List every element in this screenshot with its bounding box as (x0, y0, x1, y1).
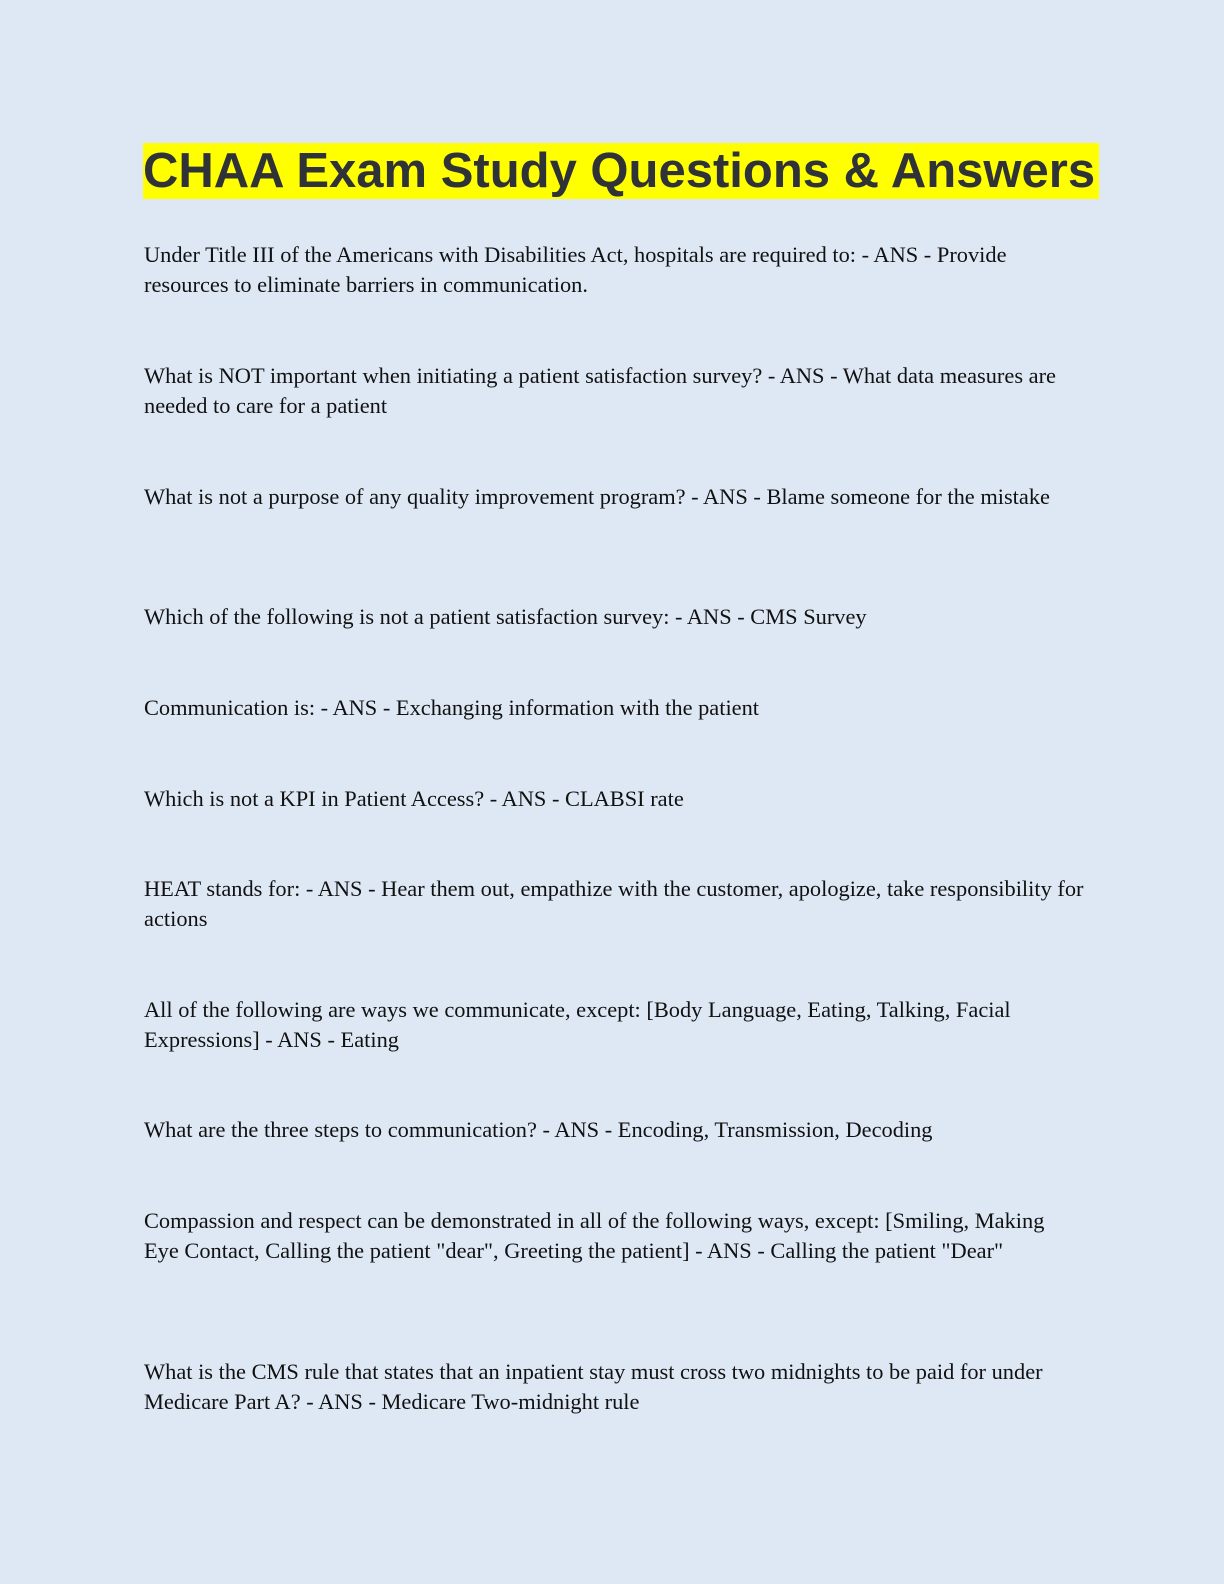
qa-entry-11: What is the CMS rule that states that an inpatient stay must cross two midnights to be paid for under Medicare Part A? - ANS - Medicare Two-midnight rule (144, 1359, 1043, 1414)
qa-entry-10: Compassion and respect can be demonstrated in all of the following ways, except: [Smiling, Making Eye Contact, Calling the patient "dear", Greeting the patient] - ANS - Calling the patient "Dear" (144, 1208, 1045, 1263)
qa-entry-6: Which is not a KPI in Patient Access? - ANS - CLABSI rate (144, 786, 684, 811)
document-title: CHAA Exam Study Questions & Answers (143, 143, 1099, 199)
qa-entry-7: HEAT stands for: - ANS - Hear them out, empathize with the customer, apologize, take responsibility for actions (144, 876, 1084, 931)
qa-entry-2: What is NOT important when initiating a patient satisfaction survey? - ANS - What data measures are needed to care for a patient (144, 363, 1056, 418)
qa-entry-1: Under Title III of the Americans with Disabilities Act, hospitals are required to: - ANS - Provide resources to eliminate barriers in communication. (144, 242, 1007, 297)
qa-entry-9: What are the three steps to communication? - ANS - Encoding, Transmission, Decoding (144, 1117, 933, 1142)
qa-entry-5: Communication is: - ANS - Exchanging information with the patient (144, 695, 760, 720)
qa-entry-4: Which of the following is not a patient satisfaction survey: - ANS - CMS Survey (144, 604, 867, 629)
qa-entry-3: What is not a purpose of any quality improvement program? - ANS - Blame someone for the mistake (144, 484, 1050, 509)
qa-entry-8: All of the following are ways we communicate, except: [Body Language, Eating, Talking, Facial Expressions] - ANS - Eating (144, 997, 1011, 1052)
